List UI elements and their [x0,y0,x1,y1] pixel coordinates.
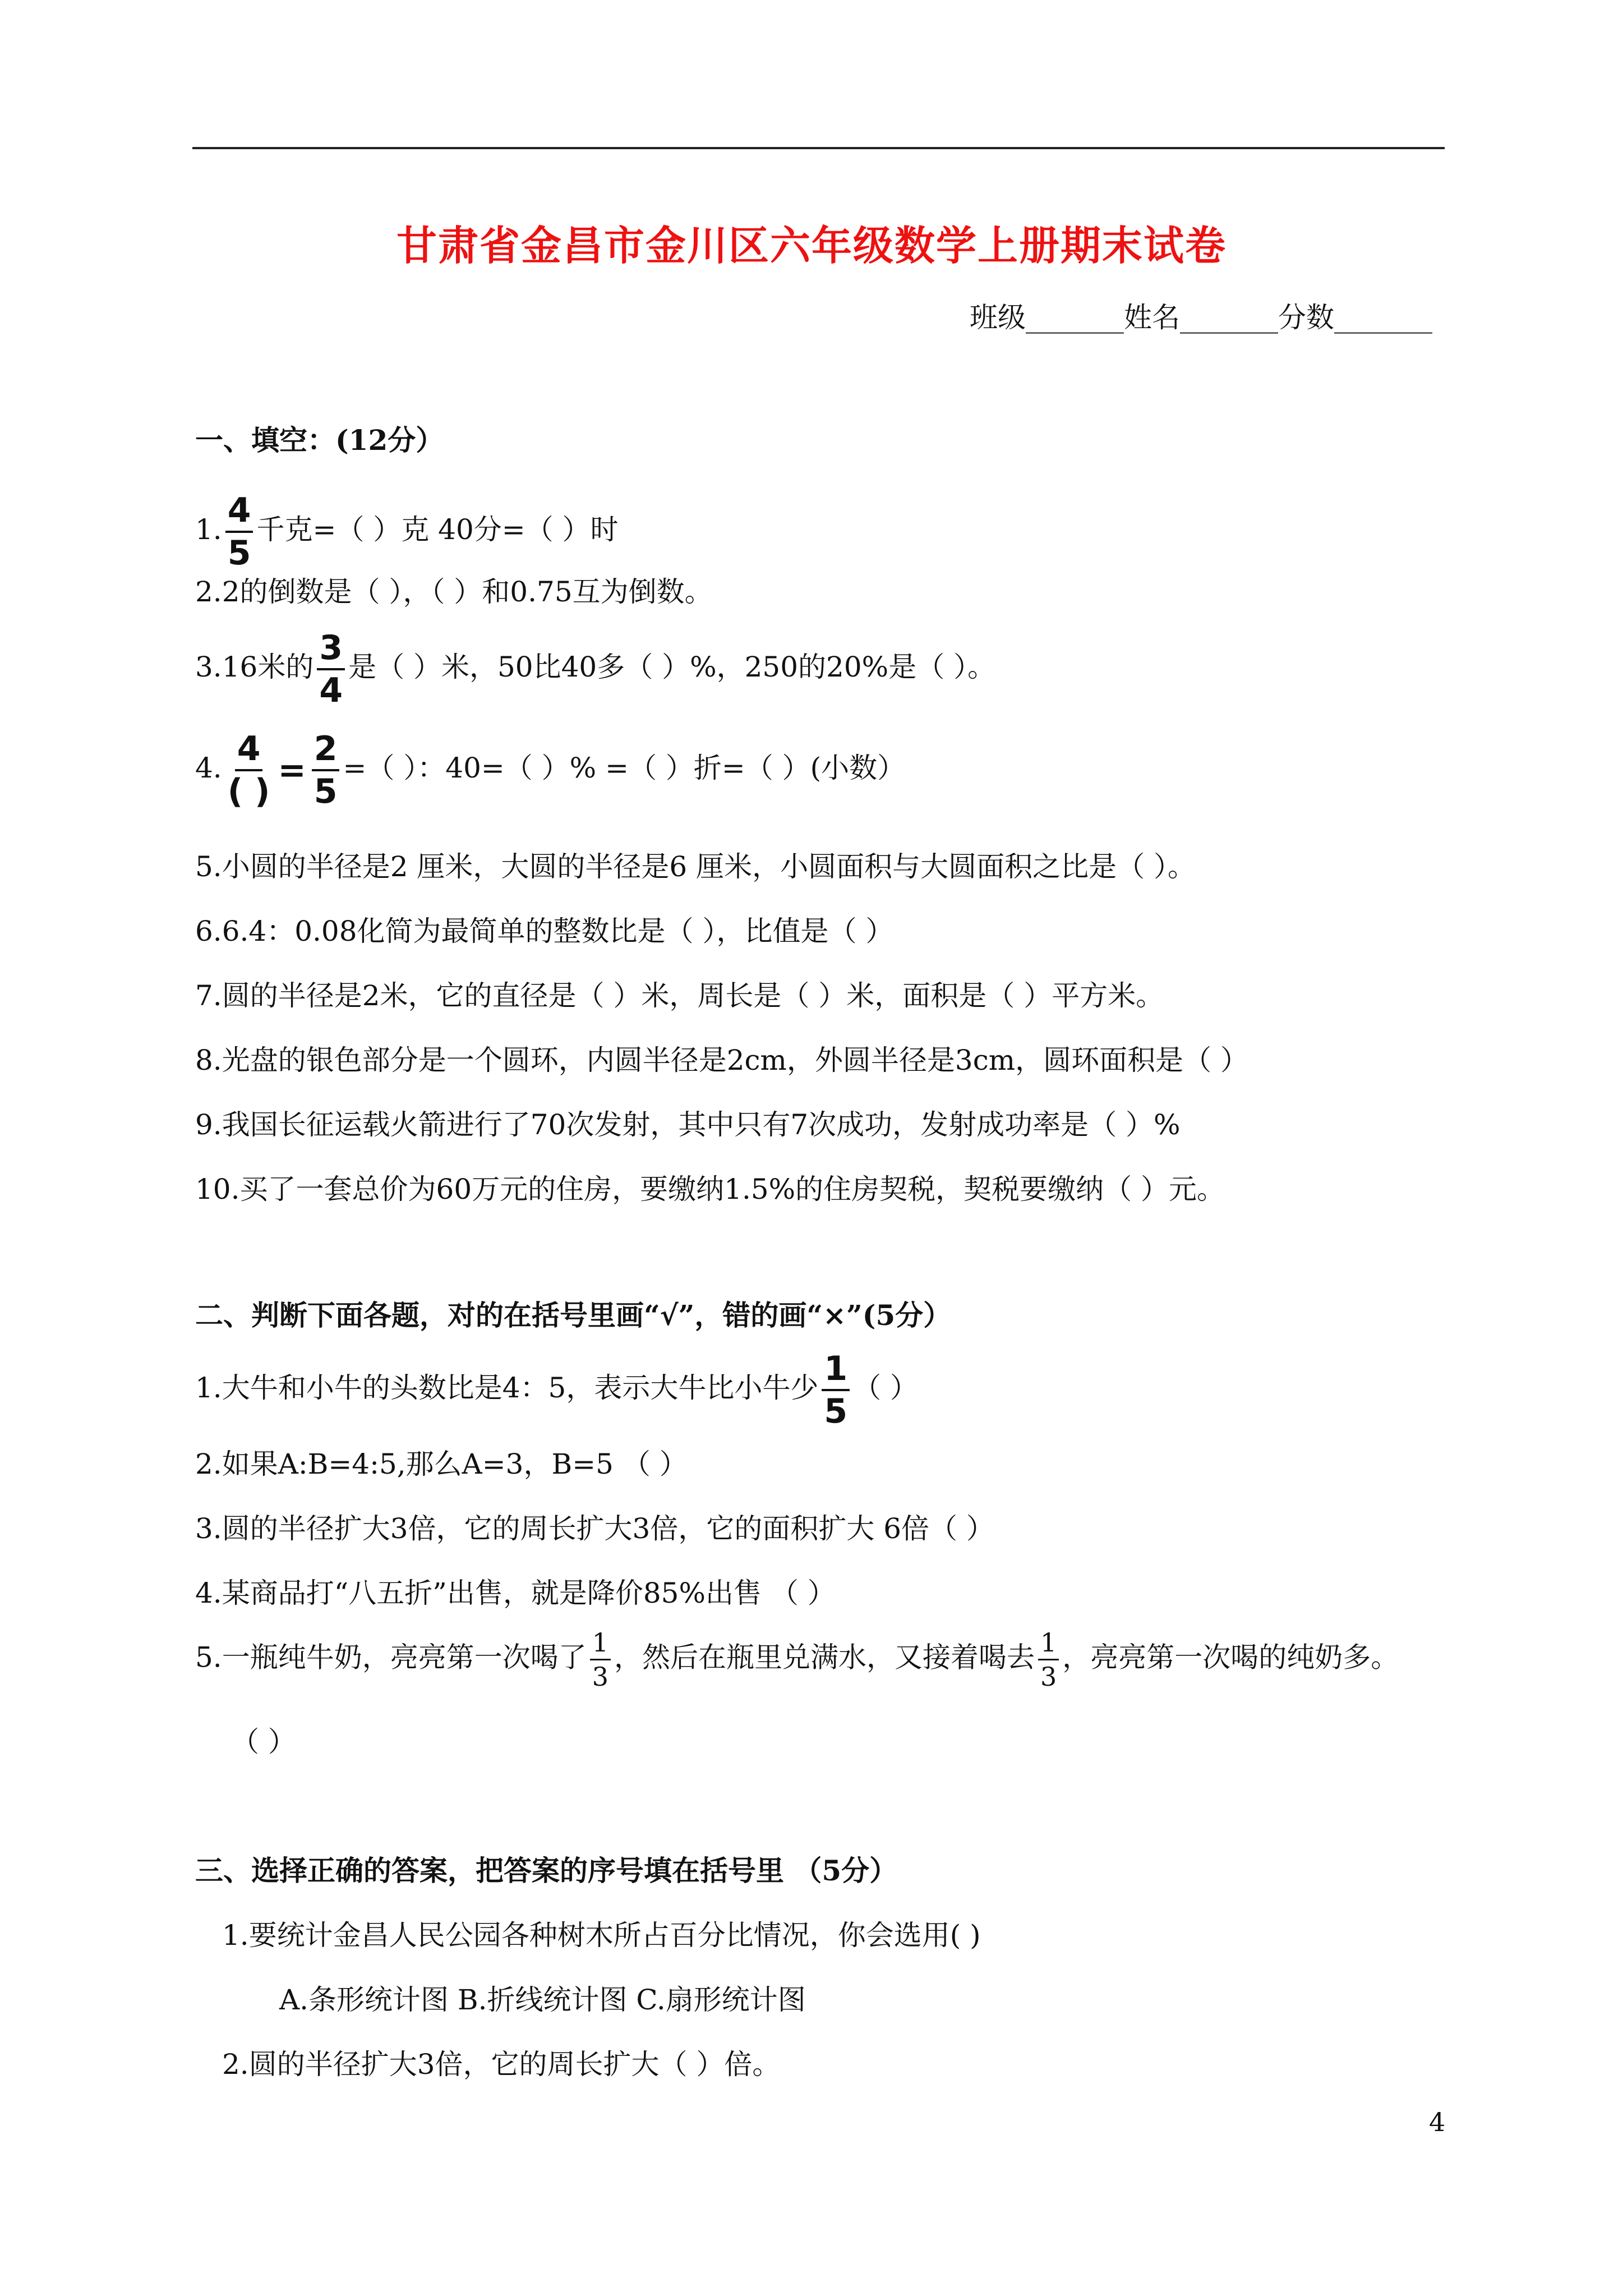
s2-question-1: 1.大牛和小牛的头数比是4：5，表示大牛比小牛少 $\frac{1}{5}$ （ ） [195,1349,918,1431]
s2-question-3: 3.圆的半径扩大3倍，它的周长扩大3倍，它的面积扩大 6倍（ ） [195,1512,994,1545]
s1-question-8: 8.光盘的银色部分是一个圆环，内圆半径是2cm，外圆半径是3cm，圆环面积是（ ） [195,1044,1249,1076]
fraction-1-5: $\frac{1}{5}$ [822,1352,850,1428]
fraction-1-3-b: $\frac{1}{3}$ [1038,1630,1059,1690]
fraction-4-5: $\frac{4}{5}$ [225,494,253,570]
s2-question-2: 2.如果A:B=4:5,那么A=3，B=5 （ ） [195,1448,688,1480]
s2-question-4: 4.某商品打“八五折”出售，就是降价85%出售 （ ） [195,1577,836,1609]
q1-text: 千克=（ ）克 40分=（ ）时 [256,513,619,546]
student-info-line: 班级_______姓名_______分数_______ [970,301,1432,334]
fraction-3-4: $\frac{3}{4}$ [317,631,345,707]
s1-question-10: 10.买了一套总价为60万元的住房，要缴纳1.5%的住房契税，契税要缴纳（ ）元。 [195,1173,1225,1205]
s1-question-9: 9.我国长征运载火箭进行了70次发射，其中只有7次成功，发射成功率是（ ）% [195,1108,1181,1141]
q1-prefix: 1. [195,513,222,546]
s3-question-2: 2.圆的半径扩大3倍，它的周长扩大（ ）倍。 [222,2048,781,2081]
s1-question-6: 6.6.4：0.08化简为最简单的整数比是（ ），比值是（ ） [195,915,894,947]
exam-title: 甘肃省金昌市金川区六年级数学上册期末试卷 [396,222,1227,269]
section3-heading: 三、选择正确的答案，把答案的序号填在括号里 （5分） [195,1854,898,1887]
section2-heading: 二、判断下面各题，对的在括号里画“√”，错的画“×”(5分） [195,1299,952,1332]
fraction-1-3-a: $\frac{1}{3}$ [590,1630,611,1690]
fraction-2-5: $\frac{2}{5}$ [312,732,340,808]
s1-question-7: 7.圆的半径是2米，它的直径是（ ）米，周长是（ ）米，面积是（ ）平方米。 [195,979,1164,1012]
s1-question-4: 4. $\frac{4}{( )}$ = $\frac{2}{5}$ =（ ）：40=（ ）% =（ ）折=（ ）(小数） [195,729,906,811]
s3-question-1: 1.要统计金昌人民公园各种树木所占百分比情况，你会选用( ) [222,1919,981,1952]
s1-question-1 [195,491,619,573]
s3-question-1-options: A.条形统计图 B.折线统计图 C.扇形统计图 [279,1984,806,2016]
s2-question-5: 5.一瓶纯牛奶，亮亮第一次喝了 $\frac{1}{3}$ ，然后在瓶里兑满水，又接着喝去 $\frac{1}{3}$ ，亮亮第一次喝的纯奶多。 [195,1627,1399,1692]
s2-question-5-paren: （ ） [231,1726,296,1758]
s1-question-2: 2.2的倒数是（ ），（ ）和0.75互为倒数。 [195,576,713,608]
s1-question-5: 5.小圆的半径是2 厘米，大圆的半径是6 厘米，小圆面积与大圆面积之比是（ ）。 [195,850,1196,883]
s1-question-3: 3.16米的 $\frac{3}{4}$ 是（ ）米，50比40多（ ）%，250的20%是（ ）。 [195,628,996,710]
header-rule [192,147,1445,149]
page-number: 4 [1429,2107,1446,2137]
section1-heading: 一、填空：(12分） [195,424,444,457]
fraction-4-blank: $\frac{4}{( )}$ [227,729,270,811]
